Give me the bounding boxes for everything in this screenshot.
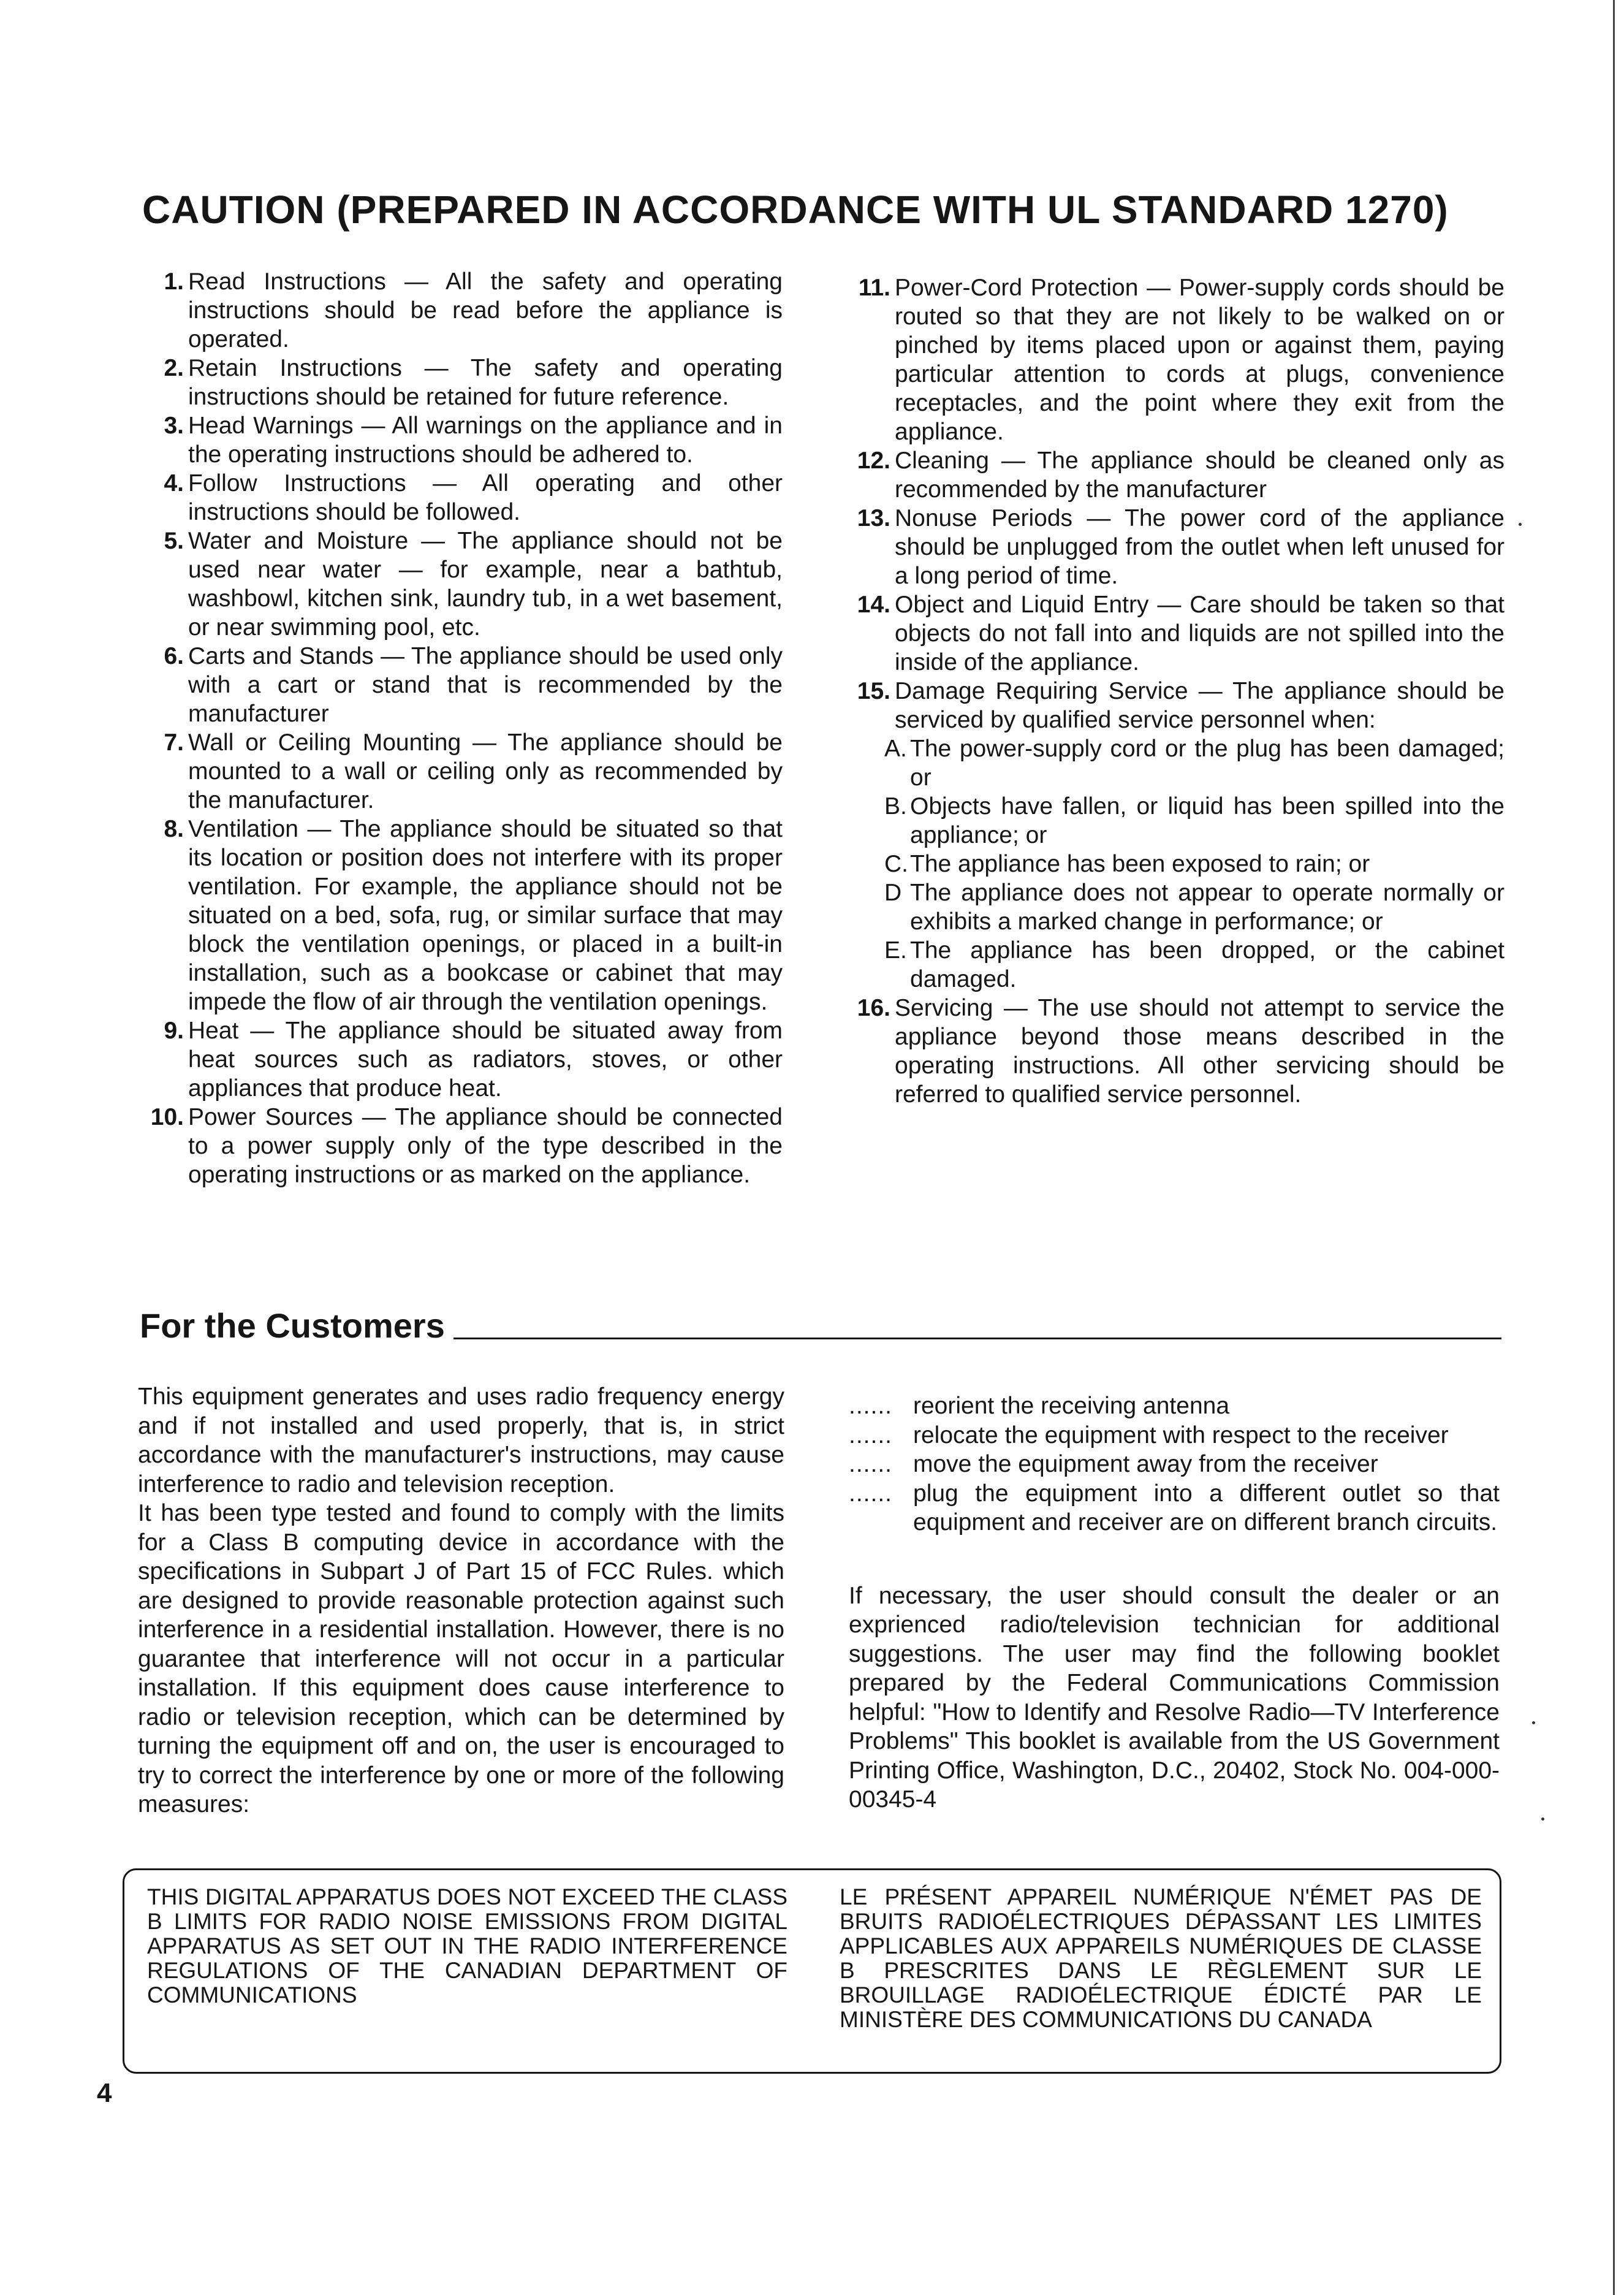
item-text: Read Instructions — All the safety and operating instructions should be read before the appliance is operated. [188,268,783,352]
item-number: 4. [164,470,184,497]
caution-column-left [142,267,783,1189]
heading-rule [453,1338,1501,1339]
scan-speck [1541,1817,1544,1821]
caution-subitem [849,850,1504,878]
subitem-letter: C. [884,851,908,877]
subitem-text: The appliance does not appear to operate normally or exhibits a marked change in performance; or [910,880,1504,935]
scan-speck [1532,1721,1535,1724]
caution-item [142,527,783,642]
caution-item [142,267,783,354]
subitem-letter: B. [884,793,907,820]
caution-subitem [849,878,1504,936]
item-text: Power Sources — The appliance should be connected to a power supply only of the type described in the operating instructions or as marked on the appliance. [188,1104,783,1188]
leader-dots: ...... [849,1451,893,1477]
scan-edge-line [1613,0,1615,2295]
caution-item [849,994,1504,1109]
measure-item [849,1450,1500,1479]
caution-subitem [849,734,1504,792]
leader-dots: ...... [849,1480,893,1507]
scan-speck [1519,523,1522,526]
item-number: 3. [164,413,184,439]
item-number: 15. [857,678,890,704]
subitem-letter: D [884,880,902,906]
measure-item [849,1391,1500,1421]
customers-paragraph: This equipment generates and uses radio frequency energy and if not installed and used properly, that is, in strict accordance with the manufacturer's instructions, may cause interference to radio and television reception. [138,1383,784,1498]
subitem-text: The appliance has been exposed to rain; or [910,851,1370,877]
item-text: Follow Instructions — All operating and other instructions should be followed. [188,470,783,525]
canadian-notice-french: LE PRÉSENT APPAREIL NUMÉRIQUE N'ÉMET PAS DE BRUITS RADIOÉLECTRIQUES DÉPASSANT LES LIMITES APPLICABLES AUX APPAREILS NUMÉRIQUES DE CLASSE B PRESCRITES DANS LE RÈGLEMENT SUR LE BROUILLAGE RADIOÉLECTRIQUE ÉDICTÉ PAR LE MINISTÈRE DES COMMUNICATIONS DU CANADA [840,1884,1482,2032]
caution-title: CAUTION (PREPARED IN ACCORDANCE WITH UL STANDARD 1270) [142,188,1449,232]
measure-item [849,1479,1500,1537]
consult-paragraph: If necessary, the user should consult the dealer or an exprienced radio/television technician for additional suggestions. The user may find the following booklet prepared by the Federal Communications Commission helpful: "How to Identify and Resolve Radio—TV Interference Problems" This booklet is available from the US Government Printing Office, Washington, D.C., 20402, Stock No. 004-000-00345-4 [849,1582,1500,1813]
canadian-notice-english: THIS DIGITAL APPARATUS DOES NOT EXCEED THE CLASS B LIMITS FOR RADIO NOISE EMISSIONS FROM DIGITAL APPARATUS AS SET OUT IN THE RADIO INTERFERENCE REGULATIONS OF THE CANADIAN DEPARTMENT OF COMMUNICATIONS [147,1884,787,2008]
leader-dots: ...... [849,1422,893,1448]
item-number: 10. [150,1104,184,1130]
item-number: 11. [858,275,890,301]
item-number: 5. [164,528,184,554]
item-text: Damage Requiring Service — The appliance should be serviced by qualified service personnel when: [895,678,1504,733]
caution-item [849,273,1504,446]
item-number: 8. [164,816,184,842]
item-text: Ventilation — The appliance should be situated so that its location or position does not interfere with its proper ventilation. For example, the appliance should not be situated on a bed, sofa, rug, or similar surface that may block the ventilation openings, or placed in a built-in installation, such as a bookcase or cabinet that may impede the flow of air through the ventilation openings. [188,816,783,1015]
caution-item [142,354,783,411]
subitem-text: The power-supply cord or the plug has been damaged; or [910,736,1504,791]
caution-item [849,504,1504,590]
subitem-text: Objects have fallen, or liquid has been spilled into the appliance; or [910,793,1504,848]
item-text: Head Warnings — All warnings on the appliance and in the operating instructions should be adhered to. [188,413,783,468]
measure-text: relocate the equipment with respect to the receiver [913,1422,1449,1448]
caution-item [142,815,783,1016]
item-text: Nonuse Periods — The power cord of the appliance should be unplugged from the outlet when left unused for a long period of time. [895,505,1504,589]
item-number: 16. [857,995,890,1021]
item-text: Object and Liquid Entry — Care should be taken so that objects do not fall into and liquids are not spilled into the inside of the appliance. [895,592,1504,676]
caution-subitem [849,936,1504,994]
item-number: 2. [164,355,184,381]
item-number: 6. [164,643,184,669]
item-number: 7. [164,729,184,756]
measure-text: move the equipment away from the receiver [913,1451,1378,1477]
customers-section-heading [140,1296,1501,1345]
item-text: Heat — The appliance should be situated away from heat sources such as radiators, stoves, or other appliances that produce heat. [188,1018,783,1102]
subitem-text: The appliance has been dropped, or the cabinet damaged. [910,937,1504,992]
caution-item [142,728,783,815]
customers-heading: For the Customers [140,1306,445,1345]
item-number: 9. [164,1018,184,1044]
item-text: Servicing — The use should not attempt to service the appliance beyond those means described in the operating instructions. All other servicing should be referred to qualified service personnel. [895,995,1504,1108]
measure-text: plug the equipment into a different outlet so that equipment and receiver are on different branch circuits. [913,1480,1500,1536]
item-text: Wall or Ceiling Mounting — The appliance should be mounted to a wall or ceiling only as recommended by the manufacturer. [188,729,783,813]
customers-column-right [849,1391,1500,1814]
item-number: 13. [857,505,890,531]
item-text: Water and Moisture — The appliance should not be used near water — for example, near a bathtub, washbowl, kitchen sink, laundry tub, in a wet basement, or near swimming pool, etc. [188,528,783,641]
item-text: Retain Instructions — The safety and operating instructions should be retained for future reference. [188,355,783,410]
caution-item [849,590,1504,677]
page-number: 4 [97,2078,112,2108]
caution-item [849,677,1504,734]
measure-item [849,1421,1500,1450]
caution-item [142,411,783,469]
item-number: 12. [857,447,890,474]
item-text: Power-Cord Protection — Power-supply cords should be routed so that they are not likely to be walked on or pinched by items placed upon or against them, paying particular attention to cords at plugs, convenience receptacles, and the point where they exit from the appliance. [895,275,1504,445]
caution-item [142,642,783,728]
customers-column-left [138,1382,784,1819]
caution-item [849,446,1504,504]
item-number: 1. [164,268,184,295]
caution-item [142,1016,783,1103]
caution-item [142,1103,783,1189]
caution-subitem [849,792,1504,850]
subitem-letter: A. [884,736,907,762]
item-number: 14. [857,592,890,618]
leader-dots: ...... [849,1393,893,1419]
caution-item [142,469,783,527]
measure-text: reorient the receiving antenna [913,1393,1230,1419]
caution-column-right [849,273,1504,1109]
item-text: Cleaning — The appliance should be cleaned only as recommended by the manufacturer [895,447,1504,503]
item-text: Carts and Stands — The appliance should be used only with a cart or stand that is recommended by the manufacturer [188,643,783,727]
customers-paragraph: It has been type tested and found to comply with the limits for a Class B computing device in accordance with the specifications in Subpart J of Part 15 of FCC Rules. which are designed to provide reasonable protection against such interference in a residential installation. However, there is no guarantee that interference will not occur in a particular installation. If this equipment does cause interference to radio or television reception, which can be determined by turning the equipment off and on, the user is encouraged to try to correct the interference by one or more of the following measures: [138,1500,784,1817]
subitem-letter: E. [884,937,907,964]
